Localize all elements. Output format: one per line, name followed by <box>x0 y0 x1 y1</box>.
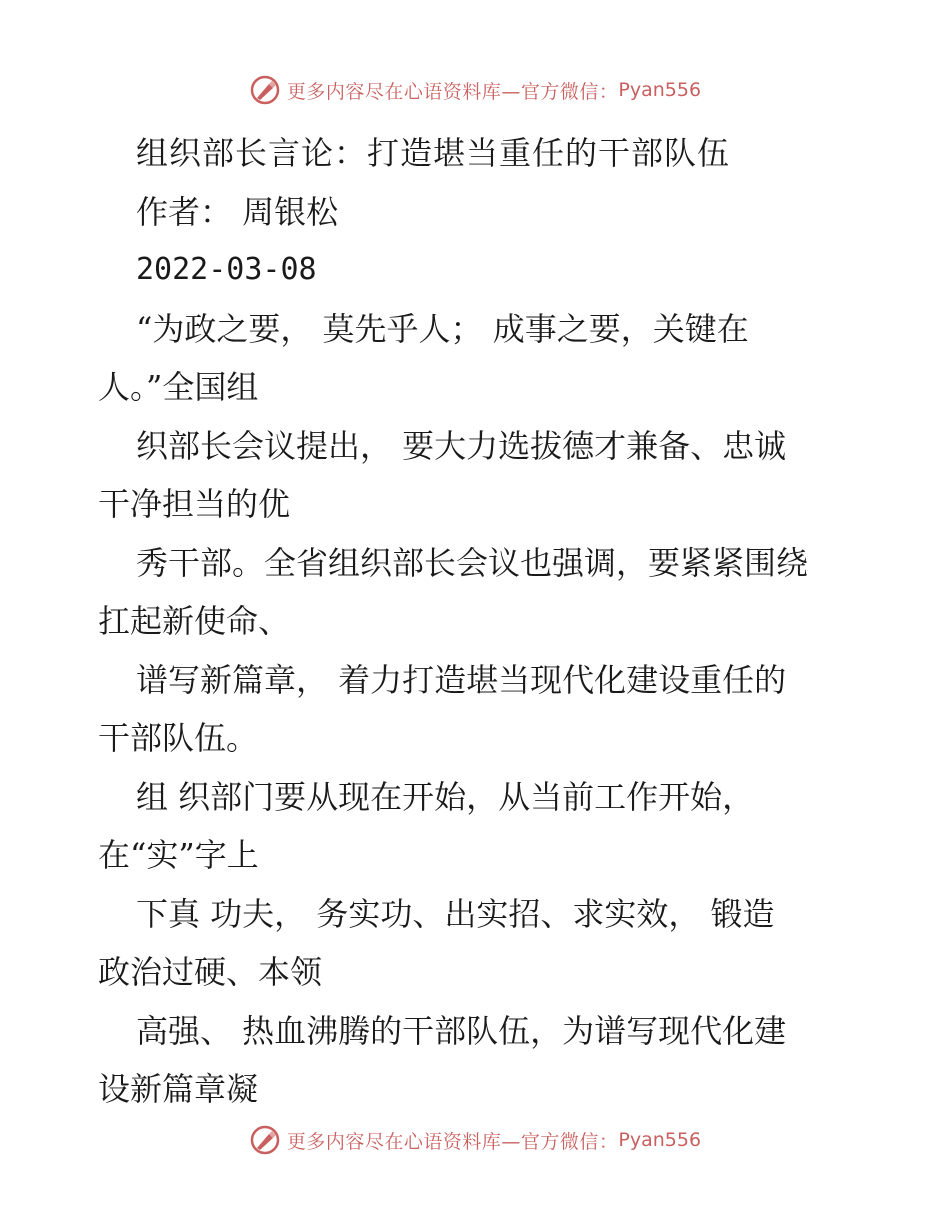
document-date: 2022-03-08 <box>136 252 317 287</box>
watermark-text: 更多内容尽在心语资料库—官方微信： <box>286 80 619 103</box>
author-line: 作者： 周银松 <box>136 192 339 231</box>
pen-logo-icon <box>249 1124 281 1156</box>
paragraph-line: 政治过硬、本领 <box>98 953 323 991</box>
paragraph-line: “为政之要， 莫先乎人； 成事之要，关键在 <box>136 309 749 348</box>
paragraph-line: 织部长会议提出， 要大力选拔德才兼备、忠诚 <box>136 426 787 465</box>
paragraph-line: 组 织部门要从现在开始，从当前工作开始， <box>136 777 755 816</box>
paragraph-line: 秀干部。全省组织部长会议也强调，要紧紧围绕 <box>136 543 809 582</box>
watermark-banner-top <box>0 70 950 110</box>
watermark-wechat-id: Pyan556 <box>618 79 702 101</box>
document-title: 组织部长言论：打造堪当重任的干部队伍 <box>136 134 731 172</box>
paragraph-line: 设新篇章凝 <box>98 1070 259 1108</box>
paragraph-line: 下真 功夫， 务实功、出实招、求实效， 锻造 <box>136 894 775 933</box>
paragraph-line: 高强、 热血沸腾的干部队伍，为谱写现代化建 <box>136 1011 787 1050</box>
watermark-text: 更多内容尽在心语资料库—官方微信： <box>286 1130 619 1153</box>
paragraph-line: 人。”全国组 <box>98 368 259 406</box>
document-body <box>98 124 858 1119</box>
paragraph-line: 在“实”字上 <box>98 836 259 874</box>
paragraph-line: 干净担当的优 <box>98 485 291 523</box>
paragraph-line: 扛起新使命、 <box>98 602 291 640</box>
watermark-banner-bottom <box>0 1120 950 1160</box>
pen-logo-icon <box>249 74 281 106</box>
watermark-wechat-id: Pyan556 <box>618 1129 702 1151</box>
paragraph-line: 干部队伍。 <box>98 719 259 757</box>
paragraph-line: 谱写新篇章， 着力打造堪当现代化建设重任的 <box>136 660 787 699</box>
